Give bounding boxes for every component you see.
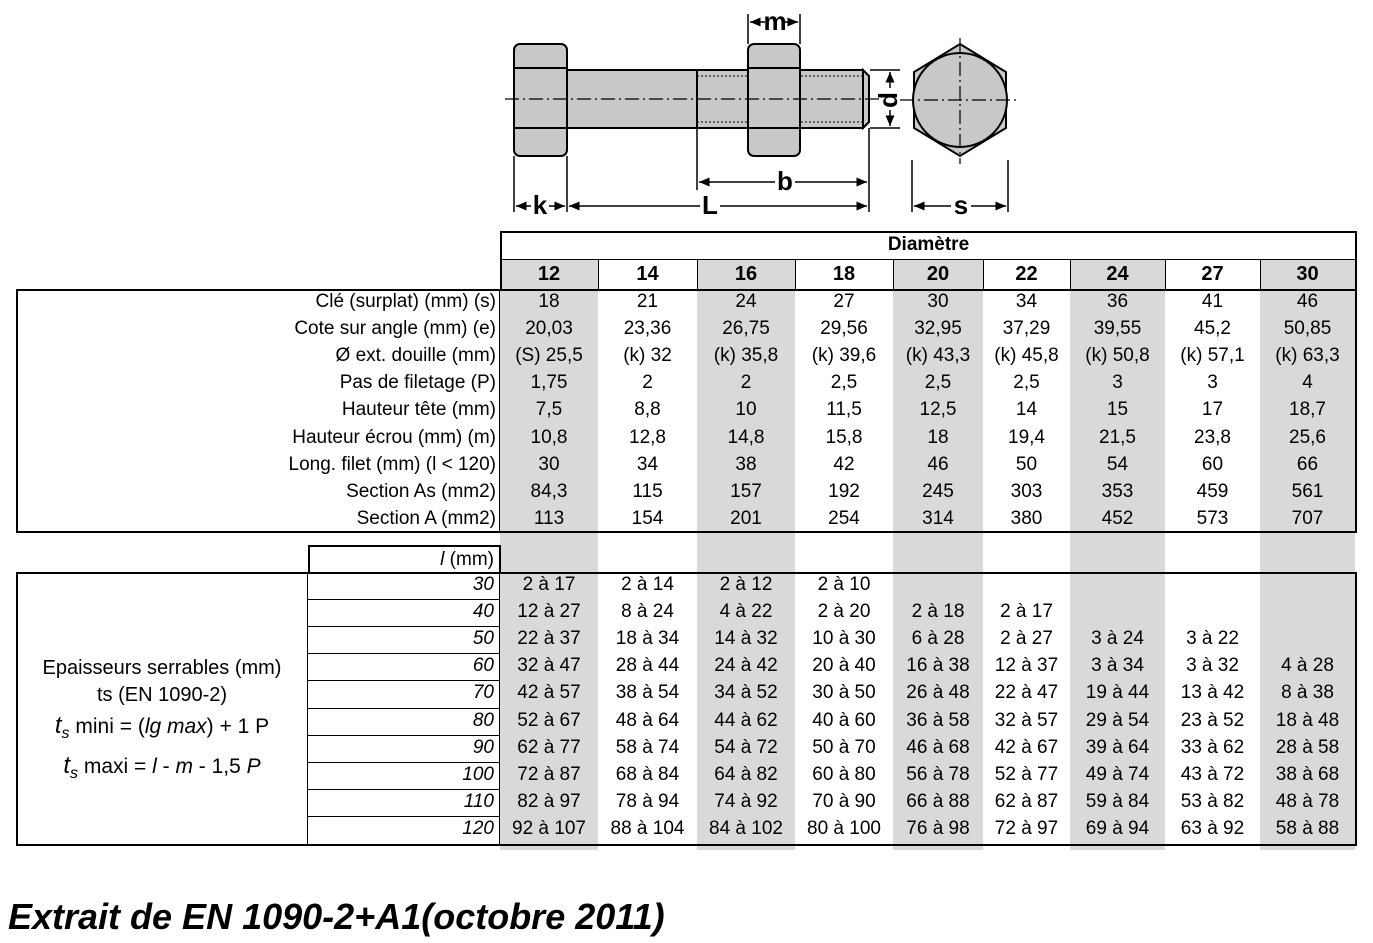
row-divider: [307, 653, 500, 654]
thickness-range: 72 à 87: [517, 763, 581, 785]
property-value: 36: [1106, 291, 1129, 312]
property-value: 39,55: [1093, 318, 1142, 340]
length-value: 100: [462, 763, 494, 785]
diameter-group-header: Diamètre: [887, 234, 970, 255]
property-value: 34: [1015, 291, 1038, 312]
thickness-range: 48 à 64: [615, 709, 680, 731]
thickness-range: 3 à 32: [1186, 655, 1239, 677]
formula-p: P: [246, 755, 261, 778]
formula-ts-max: [18, 752, 306, 783]
property-value: 34: [636, 453, 659, 475]
formula-text: -: [156, 755, 176, 778]
property-value: 201: [730, 507, 762, 529]
property-value: 452: [1101, 507, 1134, 529]
thickness-range: 42 à 67: [994, 736, 1059, 758]
property-value: (k) 43,3: [905, 345, 971, 367]
thickness-range: 82 à 97: [517, 790, 581, 812]
property-value: 66: [1296, 453, 1319, 475]
thickness-range: 6 à 28: [911, 628, 965, 650]
dim-label-b: b: [777, 166, 793, 196]
thickness-range: 52 à 77: [994, 763, 1059, 785]
property-value: 50,85: [1283, 318, 1332, 340]
property-value: 24: [735, 291, 757, 312]
thickness-range: 2 à 14: [621, 574, 674, 595]
property-value: 14,8: [727, 426, 765, 448]
thickness-note-line1: Epaisseurs serrables (mm): [42, 657, 282, 679]
length-value: 50: [472, 628, 494, 650]
diameter-header-cell: 16: [734, 263, 758, 285]
property-value: 14: [1015, 399, 1038, 421]
length-value: 120: [462, 817, 494, 839]
property-value: 17: [1201, 399, 1224, 421]
property-value: 12,5: [919, 399, 957, 421]
property-value: 4: [1302, 372, 1313, 394]
thickness-range: 14 à 32: [714, 628, 778, 650]
property-value: 50: [1015, 453, 1038, 475]
thickness-range: 3 à 22: [1186, 628, 1239, 650]
thickness-range: 74 à 92: [714, 790, 778, 812]
property-value: 37,29: [1002, 318, 1051, 340]
thickness-range: 24 à 42: [714, 655, 778, 677]
diameter-header-cell: 24: [1106, 263, 1129, 285]
property-value: 46: [1296, 291, 1319, 312]
property-label: Long. filet (mm) (l < 120): [288, 453, 496, 475]
formula-sub: s: [70, 765, 78, 783]
thickness-range: 80 à 100: [807, 817, 881, 839]
thickness-range: 58 à 88: [1275, 817, 1340, 839]
thickness-range: 2 à 12: [719, 574, 773, 595]
property-value: 23,8: [1194, 426, 1231, 448]
thickness-range: 12 à 37: [994, 655, 1059, 677]
property-value: 459: [1196, 480, 1229, 502]
thickness-range: 72 à 97: [994, 817, 1059, 839]
thickness-range: 28 à 44: [615, 655, 680, 677]
dim-label-d: d: [872, 92, 903, 108]
property-value: 380: [1010, 507, 1043, 529]
dim-label-m: m: [763, 8, 787, 36]
thickness-range: 88 à 104: [610, 817, 685, 839]
property-value: 115: [632, 480, 663, 502]
property-value: 353: [1101, 480, 1134, 502]
property-value: 245: [922, 480, 954, 502]
property-label: Hauteur écrou (mm) (m): [292, 426, 496, 448]
diameter-header-cell: 12: [537, 263, 561, 285]
property-value: 561: [1291, 480, 1324, 502]
property-value: 32,95: [914, 318, 962, 340]
property-value: 26,75: [722, 318, 770, 340]
property-value: (k) 45,8: [994, 345, 1059, 367]
property-value: (k) 57,1: [1180, 345, 1245, 367]
thickness-range: 68 à 84: [615, 763, 680, 785]
dim-label-s: s: [953, 190, 969, 218]
row-divider: [307, 626, 500, 627]
thickness-range: 38 à 54: [615, 682, 680, 704]
thickness-range: 64 à 82: [714, 763, 778, 785]
dim-label-k: k: [532, 190, 548, 218]
thickness-range: 3 à 34: [1091, 655, 1144, 677]
property-value: 1,75: [530, 372, 568, 394]
property-value: 2: [740, 372, 752, 394]
thickness-range: 32 à 57: [994, 709, 1059, 731]
formula-lg: lg max: [144, 715, 207, 738]
thickness-range: 44 à 62: [714, 709, 778, 731]
length-value: 80: [472, 709, 494, 731]
thickness-range: 4 à 28: [1281, 655, 1334, 677]
property-value: 113: [533, 507, 565, 529]
thickness-range: 66 à 88: [906, 790, 970, 812]
property-value: 154: [631, 507, 664, 529]
property-value: 10: [735, 399, 757, 421]
row-divider: [307, 680, 500, 681]
thickness-range: 33 à 62: [1180, 736, 1245, 758]
property-label: Clé (surplat) (mm) (s): [315, 291, 496, 312]
thickness-range: 22 à 37: [517, 628, 581, 650]
property-value: 60: [1201, 453, 1224, 475]
property-value: 42: [833, 453, 855, 475]
thickness-range: 3 à 24: [1091, 628, 1144, 650]
thickness-range: 26 à 48: [906, 682, 970, 704]
property-value: 25,6: [1289, 426, 1326, 448]
property-label: Hauteur tête (mm): [341, 399, 496, 421]
diameter-header-cell: 22: [1015, 263, 1038, 285]
formula-ts-min: [18, 712, 306, 743]
property-value: 314: [922, 507, 954, 529]
thickness-range: 30 à 50: [812, 682, 876, 704]
property-value: 23,36: [623, 318, 672, 340]
row-divider: [307, 708, 500, 709]
diameter-header-cell: 27: [1201, 263, 1224, 285]
property-label: Pas de filetage (P): [339, 372, 496, 394]
property-value: 18: [927, 426, 949, 448]
length-value: 70: [472, 682, 494, 704]
property-value: 10,8: [530, 426, 568, 448]
thickness-range: 8 à 24: [621, 601, 674, 623]
thickness-range: 42 à 57: [517, 682, 581, 704]
thickness-range: 52 à 67: [517, 709, 581, 731]
thickness-range: 60 à 80: [812, 763, 876, 785]
thickness-range: 34 à 52: [714, 682, 778, 704]
property-value: 54: [1106, 453, 1129, 475]
caption: Extrait de EN 1090-2+A1(octobre 2011): [8, 896, 665, 937]
thickness-range: 38 à 68: [1275, 763, 1340, 785]
length-value: 40: [472, 601, 494, 623]
property-value: (k) 35,8: [713, 345, 779, 367]
property-label: Cote sur angle (mm) (e): [294, 318, 496, 340]
thickness-range: 70 à 90: [812, 790, 876, 812]
property-value: 2,5: [830, 372, 858, 394]
thickness-range: 2 à 27: [1000, 628, 1053, 650]
nut: [748, 44, 800, 156]
divider: [500, 259, 1357, 260]
length-value: 90: [472, 736, 494, 758]
row-divider: [307, 599, 500, 600]
property-value: 30: [538, 453, 560, 475]
thickness-range: 54 à 72: [714, 736, 778, 758]
thickness-range: 16 à 38: [906, 655, 970, 677]
thickness-range: 62 à 87: [994, 790, 1059, 812]
property-value: 11,5: [826, 399, 862, 421]
thickness-range: 78 à 94: [615, 790, 680, 812]
property-value: 45,2: [1194, 318, 1231, 340]
property-value: 19,4: [1008, 426, 1045, 448]
divider: [307, 572, 308, 846]
diameter-header-cell: 20: [926, 263, 950, 285]
property-value: 2,5: [924, 372, 952, 394]
thickness-range: 8 à 38: [1281, 682, 1334, 704]
thickness-range: 18 à 48: [1275, 709, 1340, 731]
property-value: (S) 25,5: [515, 345, 583, 367]
thickness-range: 13 à 42: [1180, 682, 1245, 704]
length-value: 30: [472, 574, 494, 595]
thickness-range: 2 à 20: [817, 601, 871, 623]
thickness-range: 59 à 84: [1085, 790, 1150, 812]
thickness-range: 76 à 98: [906, 817, 970, 839]
property-value: 8,8: [634, 399, 661, 421]
row-divider: [307, 789, 500, 790]
property-value: 30: [927, 291, 949, 312]
formula-text: ) + 1 P: [206, 715, 270, 738]
thickness-range: 56 à 78: [906, 763, 970, 785]
formula-t: t: [54, 712, 62, 739]
property-value: 2: [642, 372, 653, 394]
property-value: 3: [1207, 372, 1218, 394]
formula-text: mini = (: [69, 715, 145, 738]
bolt-diagram: [500, 8, 1020, 218]
property-value: 7,5: [535, 399, 563, 421]
thickness-note-line2: ts (EN 1090-2): [96, 684, 228, 706]
property-value: 192: [828, 480, 860, 502]
property-value: 3: [1112, 372, 1123, 394]
formula-sub: s: [61, 725, 70, 743]
length-unit: (mm): [444, 549, 494, 570]
thickness-range: 18 à 34: [615, 628, 680, 650]
thickness-range: 62 à 77: [517, 736, 581, 758]
formula-text: maxi =: [78, 755, 153, 778]
thickness-range: 32 à 47: [517, 655, 581, 677]
diameter-header-cell: 18: [832, 263, 856, 285]
thickness-range: 4 à 22: [719, 601, 773, 623]
length-value: 110: [463, 790, 494, 812]
property-label: Ø ext. douille (mm): [335, 345, 496, 367]
row-divider: [307, 816, 500, 817]
thickness-range: 22 à 47: [994, 682, 1059, 704]
thickness-range: 40 à 60: [812, 709, 876, 731]
thickness-range: 29 à 54: [1085, 709, 1150, 731]
thickness-range: 39 à 64: [1085, 736, 1150, 758]
thickness-range: 48 à 78: [1275, 790, 1340, 812]
property-value: 15: [1106, 399, 1129, 421]
thickness-range: 28 à 58: [1275, 736, 1340, 758]
thickness-range: 69 à 94: [1085, 817, 1150, 839]
property-value: 21: [636, 291, 659, 312]
thickness-range: 2 à 17: [522, 574, 576, 595]
property-value: 38: [735, 453, 757, 475]
thickness-range: 23 à 52: [1180, 709, 1245, 731]
thickness-range: 53 à 82: [1180, 790, 1245, 812]
thickness-range: 63 à 92: [1180, 817, 1245, 839]
property-value: 84,3: [530, 480, 568, 502]
thickness-range: 92 à 107: [512, 817, 586, 839]
property-value: 29,56: [820, 318, 868, 340]
length-symbol: l: [440, 549, 445, 570]
thickness-range: 43 à 72: [1180, 763, 1245, 785]
property-value: (k) 63,3: [1275, 345, 1340, 367]
thickness-range: 2 à 18: [911, 601, 965, 623]
row-divider: [307, 735, 500, 736]
length-header: [312, 550, 494, 569]
length-value: 60: [472, 655, 494, 677]
formula-l: l: [152, 755, 157, 778]
diameter-header-cell: 30: [1296, 263, 1319, 285]
property-value: 707: [1291, 507, 1324, 529]
formula-t: t: [63, 752, 70, 779]
thickness-range: 49 à 74: [1085, 763, 1150, 785]
property-value: 157: [730, 480, 762, 502]
property-label: Section As (mm2): [346, 480, 496, 502]
property-value: 18,7: [1289, 399, 1326, 421]
property-value: 46: [927, 453, 949, 475]
thickness-range: 58 à 74: [615, 736, 680, 758]
bolt-head: [514, 44, 567, 156]
property-value: 20,03: [525, 318, 573, 340]
thickness-range: 20 à 40: [812, 655, 876, 677]
property-value: (k) 39,6: [811, 345, 877, 367]
thickness-range: 50 à 70: [812, 736, 876, 758]
thickness-range: 19 à 44: [1085, 682, 1150, 704]
property-value: 27: [833, 291, 855, 312]
property-value: 2,5: [1013, 372, 1040, 394]
thickness-range: 36 à 58: [906, 709, 970, 731]
property-value: 15,8: [825, 426, 863, 448]
thickness-range: 46 à 68: [906, 736, 970, 758]
property-value: 12,8: [629, 426, 666, 448]
property-value: (k) 50,8: [1085, 345, 1150, 367]
property-value: 573: [1196, 507, 1229, 529]
property-value: 303: [1010, 480, 1043, 502]
thickness-range: 84 à 102: [709, 817, 783, 839]
thickness-range: 12 à 27: [517, 601, 581, 623]
property-value: 41: [1201, 291, 1224, 312]
row-divider: [307, 762, 500, 763]
formula-text: - 1,5: [192, 755, 247, 778]
property-label: Section A (mm2): [356, 507, 496, 529]
property-value: (k) 32: [623, 345, 672, 367]
diameter-header-cell: 14: [636, 263, 659, 285]
thickness-range: 2 à 17: [1000, 601, 1053, 623]
property-value: 21,5: [1099, 426, 1136, 448]
property-value: 18: [538, 291, 560, 312]
thickness-range: 2 à 10: [817, 574, 871, 595]
property-value: 254: [828, 507, 860, 529]
formula-m: m: [175, 755, 193, 778]
dim-label-L: L: [702, 190, 718, 218]
thickness-range: 10 à 30: [812, 628, 876, 650]
